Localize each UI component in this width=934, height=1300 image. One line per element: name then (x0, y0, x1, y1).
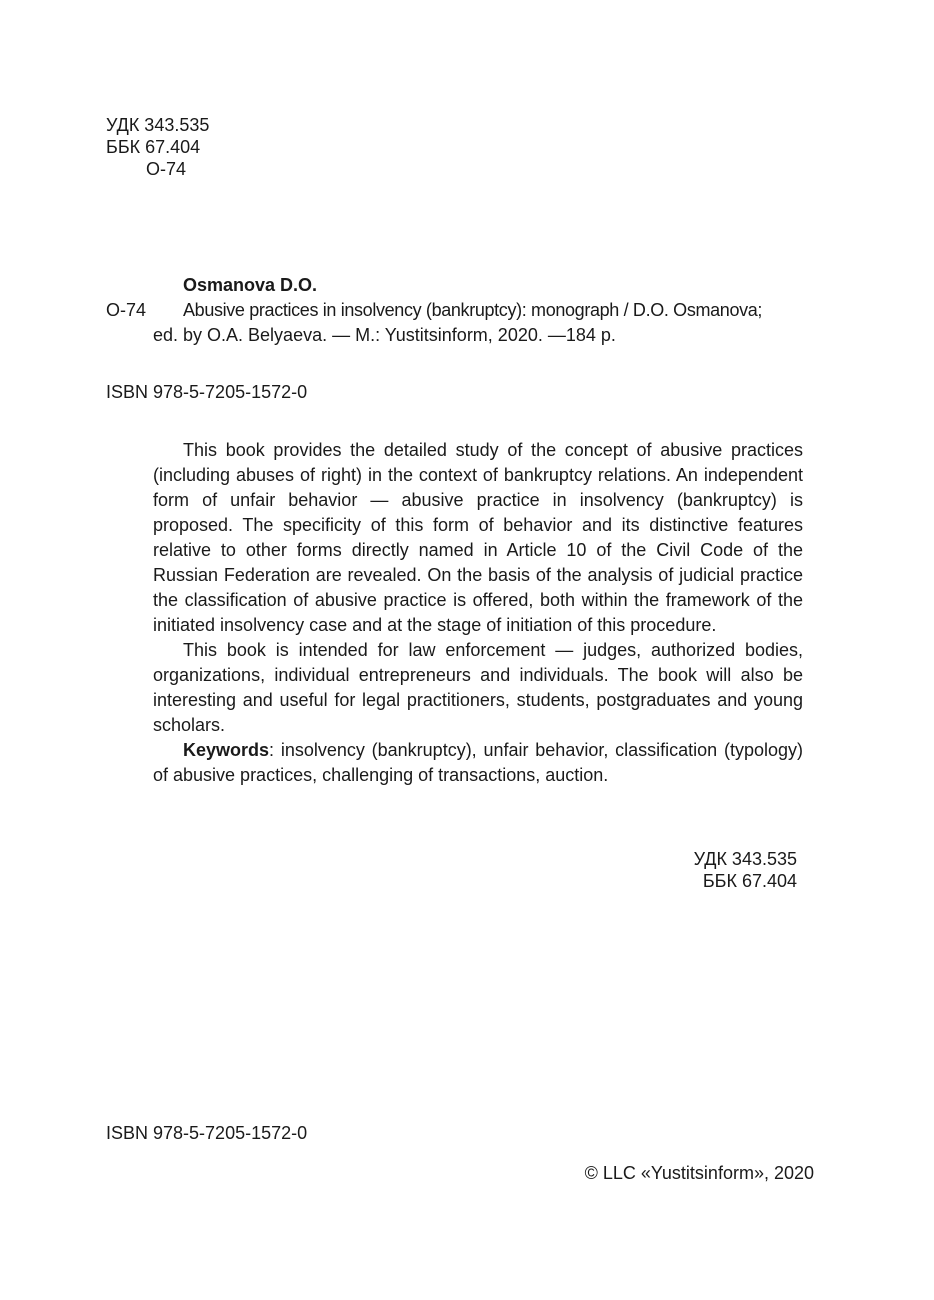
citation-author-mark: O-74 (106, 300, 147, 320)
isbn-top: ISBN 978-5-7205-1572-0 (106, 382, 308, 402)
citation-line-1: Abusive practices in insolvency (bankruptcy): monograph / D.O. Osmanova; (183, 300, 763, 320)
abstract-paragraph-1: This book provides the detailed study of the concept of abusive practices (including abuses of right) in the context of bankruptcy relations. An independent form of unfair behavior — abusive practice in insolvency (bankruptcy) is proposed. The specificity of this form of behavior and its distinctive features relative to other forms directly named in Article 10 of the Civil Code of the Russian Federation are revealed. On the basis of the analysis of judicial practice the classification of abusive practice is offered, both within the framework of the initiated insolvency case and at the stage of initiation of this procedure. (153, 440, 803, 635)
bbk-code-bottom: ББК 67.404 (702, 871, 797, 891)
bbk-code: ББК 67.404 (106, 137, 201, 157)
author-mark: О-74 (146, 159, 187, 179)
copyright: © LLC «Yustitsinform», 2020 (584, 1163, 814, 1183)
keywords-text: : insolvency (bankruptcy), unfair behavior, classification (typology) of abusive practices, challenging of transactions, auction. (153, 740, 803, 785)
top-classification-block (106, 114, 209, 180)
abstract-paragraph-2: This book is intended for law enforcement — judges, authorized bodies, organizations, individual entrepreneurs and individuals. The book will also be interesting and useful for legal practitioners, students, postgraduates and young scholars. (153, 640, 803, 735)
isbn-bottom: ISBN 978-5-7205-1572-0 (106, 1123, 308, 1143)
author-name: Osmanova D.O. (183, 275, 318, 295)
keywords-paragraph (153, 738, 803, 788)
udc-code: УДК 343.535 (106, 115, 210, 135)
udc-code-bottom: УДК 343.535 (693, 849, 797, 869)
bottom-classification-block (597, 848, 797, 892)
citation-line-2: ed. by O.A. Belyaeva. — M.: Yustitsinform, 2020. —184 p. (153, 325, 616, 345)
abstract (153, 438, 803, 788)
keywords-label: Keywords (183, 740, 270, 760)
